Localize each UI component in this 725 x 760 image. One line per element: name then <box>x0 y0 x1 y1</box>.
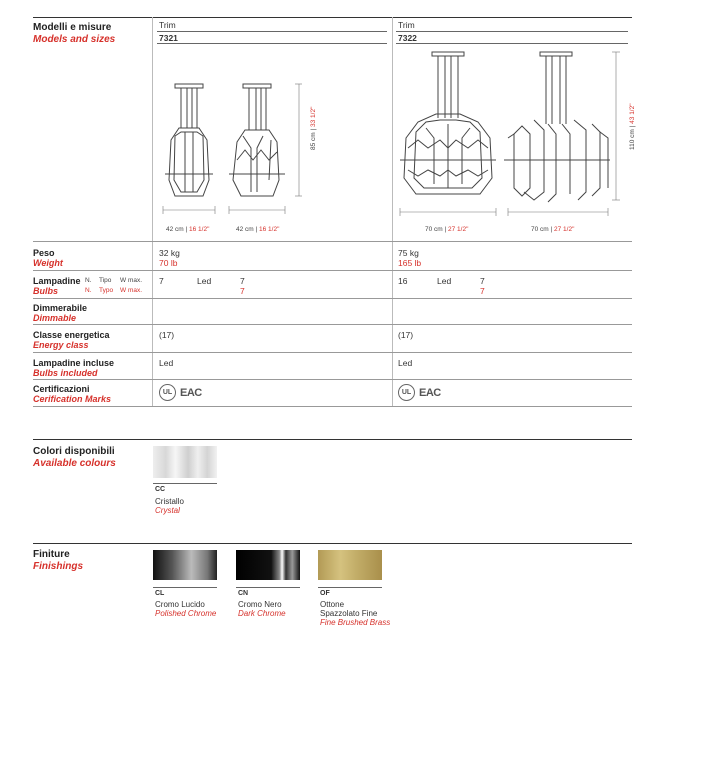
models-label-en: Models and sizes <box>33 34 116 45</box>
weight-1-lb: 70 lb <box>159 258 178 268</box>
included-2: Led <box>398 358 413 368</box>
of-name-en: Fine Brushed Brass <box>320 618 391 627</box>
eac-mark-icon: EAC <box>180 386 202 399</box>
cn-code: CN <box>238 590 249 597</box>
cl-name-it: Cromo Lucido <box>155 600 205 609</box>
cert-marks-2 <box>398 384 441 401</box>
weight-2-kg: 75 kg <box>398 248 419 258</box>
energy-2: (17) <box>398 330 414 340</box>
bulbs-2-type: Led <box>437 276 452 286</box>
weight-2-lb: 165 lb <box>398 258 422 268</box>
model-2-family: Trim <box>398 20 415 30</box>
bulbs-type-en: Typo <box>99 287 114 294</box>
models-label-it: Modelli e misure <box>33 22 112 33</box>
model-2-width-a: 70 cm | 27 1/2" <box>425 226 469 233</box>
crystal-code: CC <box>155 486 166 493</box>
model-2-drawing <box>396 48 628 220</box>
energy-label-en: Energy class <box>33 340 89 350</box>
cn-name-en: Dark Chrome <box>238 609 286 618</box>
energy-label-it: Classe energetica <box>33 330 110 340</box>
bulbs-2-w: 7 <box>480 276 485 286</box>
model-1-family: Trim <box>159 20 176 30</box>
model-1-height: 85 cm | 33 1/2" <box>310 106 317 150</box>
bulbs-type-it: Tipo <box>99 277 112 284</box>
cert-label-en: Cerification Marks <box>33 394 112 404</box>
polished-chrome-swatch <box>153 550 217 580</box>
model-2-width-b: 70 cm | 27 1/2" <box>531 226 575 233</box>
colours-label-it: Colori disponibili <box>33 446 115 457</box>
bulbs-1-w: 7 <box>240 276 245 286</box>
colours-label-en: Available colours <box>33 458 116 469</box>
cl-code: CL <box>155 590 165 597</box>
cn-name-it: Cromo Nero <box>238 600 282 609</box>
included-1: Led <box>159 358 174 368</box>
dark-chrome-swatch <box>236 550 300 580</box>
finishes-label-en: Finishings <box>33 561 83 572</box>
model-1-drawing <box>157 80 327 220</box>
brushed-brass-swatch <box>318 550 382 580</box>
of-name-it-2: Spazzolato Fine <box>320 609 378 618</box>
bulbs-2-w-en: 7 <box>480 286 485 296</box>
model-1-width-a: 42 cm | 16 1/2" <box>166 226 210 233</box>
included-label-en: Bulbs included <box>33 368 98 378</box>
bulbs-label-it: Lampadine <box>33 276 81 286</box>
weight-label-en: Weight <box>33 258 63 268</box>
bulbs-n-it: N. <box>85 277 92 284</box>
finishes-label-it: Finiture <box>33 549 70 560</box>
eac-mark-icon: EAC <box>419 386 441 399</box>
dimmable-label-it: Dimmerabile <box>33 303 88 313</box>
bulbs-w-en: W max. <box>120 287 143 294</box>
of-name-it: Ottone <box>320 600 345 609</box>
crystal-swatch <box>153 446 217 478</box>
ul-mark-icon: UL <box>159 384 176 401</box>
bulbs-1-type: Led <box>197 276 212 286</box>
weight-1-kg: 32 kg <box>159 248 180 258</box>
cert-label-it: Certificazioni <box>33 384 90 394</box>
bulbs-w-it: W max. <box>120 277 143 284</box>
bulbs-1-n: 7 <box>159 276 164 286</box>
crystal-name-en: Crystal <box>155 506 180 515</box>
of-code: OF <box>320 590 330 597</box>
dimmable-label-en: Dimmable <box>33 313 77 323</box>
bulbs-n-en: N. <box>85 287 92 294</box>
model-1-width-b: 42 cm | 16 1/2" <box>236 226 280 233</box>
bulbs-1-w-en: 7 <box>240 286 245 296</box>
cl-name-en: Polished Chrome <box>155 609 217 618</box>
model-1-code: 7321 <box>159 33 178 43</box>
weight-label-it: Peso <box>33 248 55 258</box>
bulbs-2-n: 16 <box>398 276 408 286</box>
model-2-height: 110 cm | 43 1/2" <box>629 103 636 150</box>
model-2-code: 7322 <box>398 33 417 43</box>
crystal-name-it: Cristallo <box>155 497 184 506</box>
bulbs-label-en: Bulbs <box>33 286 59 296</box>
cert-marks-1 <box>159 384 202 401</box>
energy-1: (17) <box>159 330 175 340</box>
included-label-it: Lampadine incluse <box>33 358 115 368</box>
ul-mark-icon: UL <box>398 384 415 401</box>
